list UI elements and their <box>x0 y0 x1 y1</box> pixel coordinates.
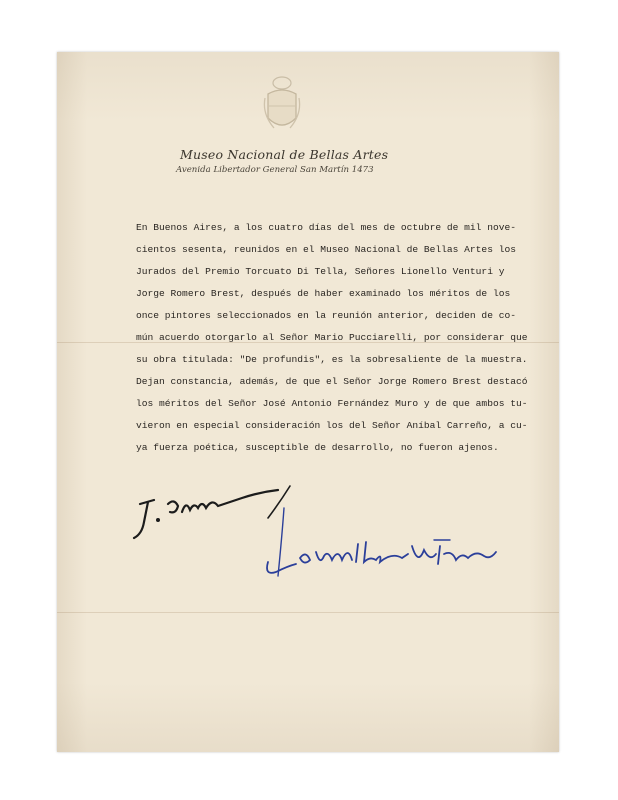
body-line: Dejan constancia, además, de que el Señor Jorge Romero Brest destacó <box>136 376 528 387</box>
body-line: ya fuerza poética, susceptible de desarrollo, no fueron ajenos. <box>136 442 499 453</box>
embossed-seal-icon <box>262 74 302 138</box>
body-line: vieron en especial consideración los del Señor Aníbal Carreño, a cu- <box>136 420 528 431</box>
body-line: Jorge Romero Brest, después de haber examinado los méritos de los <box>136 288 511 299</box>
paper-fold-line <box>57 612 559 613</box>
body-line: los méritos del Señor José Antonio Fernández Muro y de que ambos tu- <box>136 398 528 409</box>
signature-venturi <box>262 506 502 586</box>
body-line: mún acuerdo otorgarlo al Señor Mario Pucciarelli, por considerar que <box>136 332 528 343</box>
letterhead-address: Avenida Libertador General San Martín 1473 <box>176 165 374 175</box>
body-line: su obra titulada: "De profundis", es la sobresaliente de la muestra. <box>136 354 528 365</box>
document-body <box>136 217 528 459</box>
body-line: once pintores seleccionados en la reunión anterior, deciden de co- <box>136 310 516 321</box>
body-line: Jurados del Premio Torcuato Di Tella, Señores Lionello Venturi y <box>136 266 505 277</box>
body-line: En Buenos Aires, a los cuatro días del mes de octubre de mil nove- <box>136 222 516 233</box>
letterhead-title: Museo Nacional de Bellas Artes <box>180 147 389 162</box>
body-line: cientos sesenta, reunidos en el Museo Nacional de Bellas Artes los <box>136 244 516 255</box>
